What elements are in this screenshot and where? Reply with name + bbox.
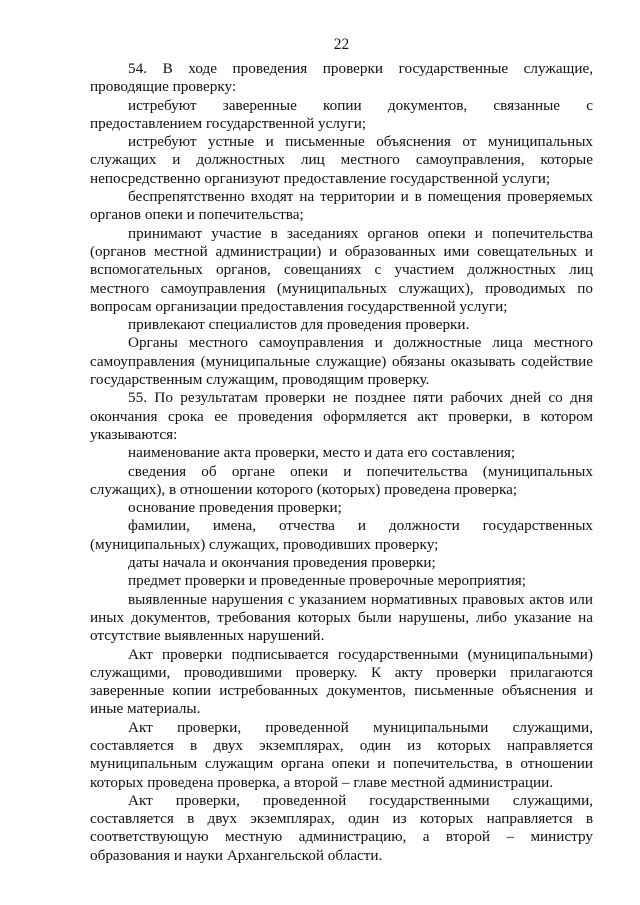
paragraph: даты начала и окончания проведения проверки; [128,554,436,572]
paragraph: выявленные нарушения с указанием нормативных правовых актов или иных документов, требования которых были нарушены, либо указание на отсутствие выявленных нарушений. [90,590,593,645]
paragraph: сведения об органе опеки и попечительства (муниципальных служащих), в отношении которого (которых) проведена проверка; [90,462,593,498]
paragraph: привлекают специалистов для проведения проверки. [128,316,470,334]
paragraph: 54. В ходе проведения проверки государственные служащие, проводящие проверку: [90,60,593,96]
paragraph: Органы местного самоуправления и должностные лица местного самоуправления (муниципальные служащие) обязаны оказывать содействие государственным служащим, проводящим проверку. [90,334,593,389]
paragraph: Акт проверки, проведенной государственными служащими, составляется в двух экземплярах, один из которых направляется в соответствующую местную администрацию, а второй – министру образования и науки Архангельской области. [90,791,593,864]
paragraph: истребуют заверенные копии документов, связанные с предоставлением государственной услуги; [90,96,593,132]
document-page [90,35,593,865]
page-number: 22 [333,36,350,53]
paragraph: основание проведения проверки; [128,499,342,517]
paragraph: Акт проверки подписывается государственными (муниципальными) служащими, проводившими проверку. К акту проверки прилагаются заверенные копии истребованных документов, письменные объяснения и иные материалы. [90,645,593,718]
paragraph: 55. По результатам проверки не позднее пяти рабочих дней со дня окончания срока ее проведения оформляется акт проверки, в котором указываются: [90,389,593,443]
paragraph: истребуют устные и письменные объяснения от муниципальных служащих и должностных лиц местного самоуправления, которые непосредственно организуют предоставление государственной услуги; [90,133,593,187]
paragraph: Акт проверки, проведенной муниципальными служащими, составляется в двух экземплярах, один из которых направляется муниципальным служащим органа опеки и попечительства, в отношении которых проведена проверка, а второй – главе местной администрации. [90,718,593,791]
paragraph: наименование акта проверки, место и дата его составления; [128,444,516,462]
paragraph: беспрепятственно входят на территории и в помещения проверяемых органов опеки и попечительства; [90,188,593,224]
paragraph: принимают участие в заседаниях органов опеки и попечительства (органов местной администрации) и образованных ими совещательных и вспомогательных органов, совещаниях с участием должностных лиц местного самоуправления (муниципальных служащих), проводимых по вопросам организации предоставления государственной услуги; [90,224,593,315]
paragraph: предмет проверки и проведенные проверочные мероприятия; [128,572,526,590]
paragraph: фамилии, имена, отчества и должности государственных (муниципальных) служащих, проводивших проверку; [90,517,593,553]
document-body [90,60,593,865]
